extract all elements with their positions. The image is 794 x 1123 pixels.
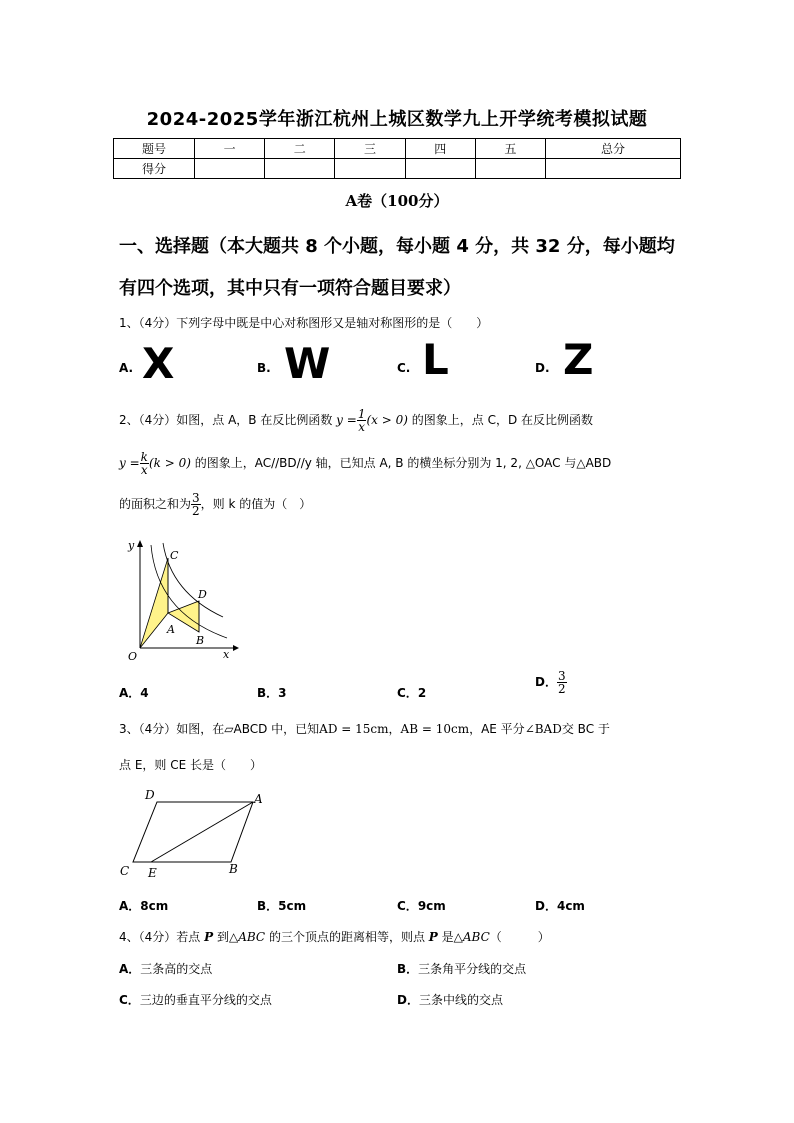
q2-fraction bbox=[191, 492, 201, 517]
q2-option-d bbox=[535, 670, 567, 695]
q2-text: ，则 k 的值为（ ） bbox=[200, 497, 312, 511]
score-header-cell: 总分 bbox=[546, 139, 681, 159]
label-d: D bbox=[145, 788, 155, 802]
q4-text: 的三个顶点的距离相等，则点 bbox=[268, 930, 425, 944]
option-label: A． bbox=[119, 899, 141, 913]
label-b: B bbox=[196, 634, 205, 647]
q3-option-d bbox=[535, 897, 585, 914]
q2-option-a bbox=[119, 684, 149, 701]
score-cell bbox=[405, 159, 475, 179]
fraction-numerator: k bbox=[140, 450, 148, 464]
q3-text: 交 BC 于 bbox=[561, 722, 610, 736]
q4-text: 4、（4分）若点 bbox=[119, 930, 201, 944]
label-c: C bbox=[170, 549, 179, 562]
q2-fraction bbox=[140, 451, 149, 476]
q1-option-a-label: A. bbox=[119, 361, 134, 375]
option-value: 5cm bbox=[278, 899, 307, 913]
label-a: A bbox=[254, 792, 263, 806]
score-table bbox=[113, 138, 681, 179]
segment-ae bbox=[151, 802, 253, 862]
option-value: 三条中线的交点 bbox=[418, 993, 503, 1007]
q3-option-c bbox=[397, 897, 446, 914]
score-cell bbox=[475, 159, 545, 179]
q2-condition: (k > 0) bbox=[148, 456, 191, 470]
option-value: 4cm bbox=[556, 899, 585, 913]
score-table-header-row bbox=[114, 139, 681, 159]
label-b: B bbox=[229, 862, 238, 876]
triangle-oac-fill bbox=[140, 558, 168, 648]
question-1-text: 1、（4分）下列字母中既是中心对称图形又是轴对称图形的是（ ） bbox=[119, 316, 489, 330]
fraction-numerator: 3 bbox=[557, 669, 566, 683]
q4-point-p: P bbox=[428, 930, 438, 944]
q2-text: 的图象上，点 C，D 在反比例函数 bbox=[411, 413, 593, 427]
q3-ab-value: AB = 10cm bbox=[400, 722, 470, 736]
question-3-line2: 点 E，则 CE 长是（ ） bbox=[119, 758, 262, 772]
q2-text: 2、（4分）如图，点 A，B 在反比例函数 bbox=[119, 413, 333, 427]
score-header-cell: 四 bbox=[405, 139, 475, 159]
label-x: x bbox=[223, 648, 230, 661]
fraction-numerator: 3 bbox=[192, 491, 200, 505]
score-row-label: 得分 bbox=[114, 159, 195, 179]
q4-option-c bbox=[119, 991, 272, 1008]
fraction-denominator: 2 bbox=[192, 504, 200, 518]
option-label: C． bbox=[119, 993, 140, 1007]
option-value: 2 bbox=[417, 686, 427, 700]
score-header-cell: 题号 bbox=[114, 139, 195, 159]
question-3-line1 bbox=[119, 720, 610, 737]
label-y: y bbox=[128, 539, 135, 552]
score-header-cell: 五 bbox=[475, 139, 545, 159]
label-c: C bbox=[120, 864, 130, 878]
label-d: D bbox=[198, 588, 207, 601]
option-fraction bbox=[557, 670, 567, 695]
q4-text: 是 bbox=[441, 930, 454, 944]
q3-separator: ， bbox=[388, 722, 401, 736]
q1-option-c-value: L bbox=[422, 335, 449, 384]
option-value: 三条高的交点 bbox=[140, 962, 213, 976]
y-axis-arrow bbox=[137, 540, 143, 547]
score-header-cell: 一 bbox=[195, 139, 265, 159]
q4-triangle: △ABC bbox=[453, 930, 490, 944]
option-value: 三边的垂直平分线的交点 bbox=[139, 993, 272, 1007]
q1-option-b-value: W bbox=[284, 339, 331, 388]
q1-option-c-label: C. bbox=[397, 361, 411, 375]
x-axis-arrow bbox=[233, 645, 239, 651]
q3-ad-value: AD = 15cm bbox=[319, 722, 389, 736]
option-label: B． bbox=[397, 962, 419, 976]
score-cell bbox=[195, 159, 265, 179]
q2-fn-lhs: y = bbox=[336, 413, 357, 427]
score-table-score-row bbox=[114, 159, 681, 179]
label-e: E bbox=[148, 866, 157, 880]
option-label: D． bbox=[535, 899, 557, 913]
q1-option-d-value: Z bbox=[563, 335, 594, 384]
option-label: C． bbox=[397, 899, 418, 913]
option-label: A． bbox=[119, 962, 141, 976]
option-label: C． bbox=[397, 686, 418, 700]
q2-fn-lhs: y = bbox=[119, 456, 140, 470]
q3-text: ，AE 平分 bbox=[469, 722, 525, 736]
q4-text: 到 bbox=[216, 930, 229, 944]
option-label: B． bbox=[257, 686, 279, 700]
q3-option-a bbox=[119, 897, 168, 914]
score-header-cell: 二 bbox=[265, 139, 335, 159]
q3-figure bbox=[115, 786, 275, 881]
question-4-text bbox=[119, 928, 550, 945]
option-value: 4 bbox=[140, 686, 149, 700]
q2-condition: (x > 0) bbox=[366, 413, 408, 427]
option-value: 8cm bbox=[140, 899, 169, 913]
option-value: 三条角平分线的交点 bbox=[418, 962, 527, 976]
question-2-line2 bbox=[119, 445, 611, 481]
q4-option-d bbox=[397, 991, 503, 1008]
fraction-denominator: x bbox=[140, 463, 148, 477]
q3-angle: ∠BAD bbox=[524, 722, 562, 736]
label-o: O bbox=[128, 650, 138, 663]
q2-option-c bbox=[397, 684, 426, 701]
q3-text: 3、（4分）如图，在▱ABCD 中，已知 bbox=[119, 722, 320, 736]
q2-text: 的面积之和为 bbox=[119, 497, 192, 511]
q4-option-a bbox=[119, 960, 212, 977]
fraction-denominator: x bbox=[358, 420, 366, 434]
score-header-cell: 三 bbox=[335, 139, 405, 159]
q3-option-b bbox=[257, 897, 306, 914]
q1-option-d-label: D. bbox=[535, 361, 550, 375]
option-label: D． bbox=[397, 993, 419, 1007]
part-heading-line1: 一、选择题（本大题共 8 个小题，每小题 4 分，共 32 分，每小题均 bbox=[119, 236, 675, 257]
page-title: 2024-2025学年浙江杭州上城区数学九上开学统考模拟试题 bbox=[146, 109, 648, 130]
score-cell bbox=[265, 159, 335, 179]
q1-option-a-value: X bbox=[142, 339, 175, 388]
score-cell bbox=[546, 159, 681, 179]
option-label: D． bbox=[535, 675, 557, 689]
question-2-line3 bbox=[119, 486, 311, 522]
option-value: 3 bbox=[278, 686, 287, 700]
question-2-line1 bbox=[119, 402, 593, 438]
option-label: A． bbox=[119, 686, 141, 700]
q4-triangle: △ABC bbox=[228, 930, 266, 944]
fraction-numerator: 1 bbox=[357, 407, 366, 421]
q2-figure bbox=[115, 535, 240, 665]
section-heading: A卷（100分） bbox=[345, 192, 449, 210]
parallelogram-abcd bbox=[133, 802, 253, 862]
q4-text: （ ） bbox=[489, 930, 550, 944]
option-label: B． bbox=[257, 899, 279, 913]
q4-option-b bbox=[397, 960, 526, 977]
q4-point-p: P bbox=[204, 930, 214, 944]
score-cell bbox=[335, 159, 405, 179]
part-heading-line2: 有四个选项，其中只有一项符合题目要求） bbox=[119, 278, 461, 299]
fraction-denominator: 2 bbox=[557, 682, 566, 696]
q2-option-b bbox=[257, 684, 287, 701]
label-a: A bbox=[167, 623, 175, 636]
q2-text: 的图象上，AC//BD//y 轴，已知点 A, B 的横坐标分别为 1, 2, △OAC 与△ABD bbox=[194, 456, 612, 470]
option-value: 9cm bbox=[417, 899, 446, 913]
q1-option-b-label: B. bbox=[257, 361, 271, 375]
